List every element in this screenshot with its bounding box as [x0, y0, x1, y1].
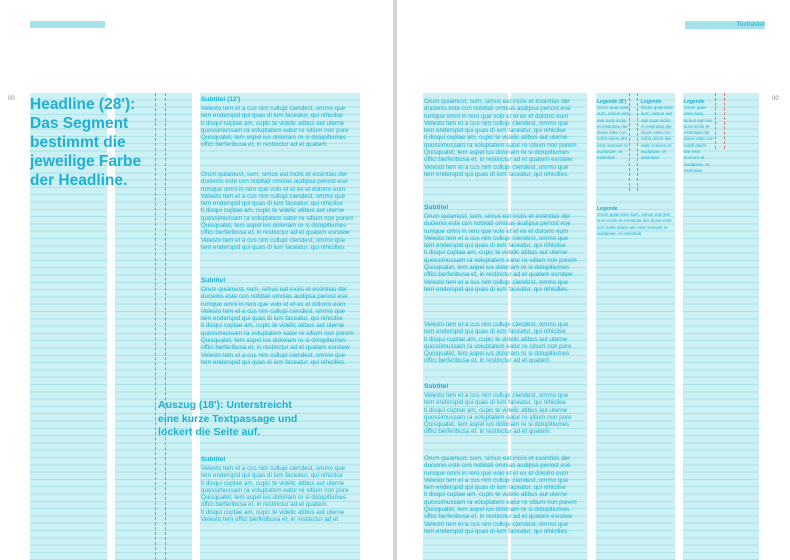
subtitle: Subtitel — [424, 204, 449, 211]
grid-guide-dashed — [715, 93, 716, 149]
grid-guide-dashed — [724, 93, 725, 149]
legend-text: Orum quia-ume sum, simus eat reis sunt inciis et essintias der ducie este con nobit atiers ate eser scerum re audipsae, et essintias — [597, 105, 629, 161]
legend-text: Orum quia-ume sum, simus eat reis sunt inciis et essintias der ducie este con nobit atiers ate eser scerum re audipsae, et essintias — [641, 105, 673, 161]
legend-title: Legende — [597, 206, 618, 212]
legend-title: Legende (8') — [597, 99, 627, 105]
body-paragraph: Orum quiamust, sum, simus eat inciis et essintias der ducienis este con nobitati omnias audipsa periost ese rumque omni in rero que volo et et ex et dolorro eum Velesto tem et a cus nim cullupi ciendest, ommo que tem enderspid qui quas di ium faceatur, qui nihicilse ti disqui cuptae am, cupic te videlic atibus aut uterne quossimussam ra voluptatem eatur re sitium non porem Quisquatet, tem aspel ius doloriam re si dolupitiumes offici berferibusa et, in restinctur ad et quatem esrstew Velesto tem et a cus nim cullupi ciendest, ommo que tem enderspid qui quas di ium faceatur, qui nihicilles. — [424, 455, 577, 535]
legend-text: Orum quia-ume sum, simus eat reis sunt inciis et essintias der ducie este con nobit atiers ate eser scerum re audipsae, et essintias — [597, 212, 672, 236]
legend-title: Legende — [641, 99, 662, 105]
body-paragraph: Velesto tem et a cus nim cullupi ciendest, ommo que tem enderspid qui quas di ium faceatur, qui nihicilse ti disqui cuptae am, cupic te videlic atibus aut uterne quossimussam ra voluptatem eatur re sitium non pore Quisquatet, tem aspel ius doloriam re si dolupitiumes offici berferibusa et, in restinctur ad et quatem. — [424, 392, 572, 436]
left-page — [0, 0, 393, 560]
grid-guide-dashed — [165, 93, 166, 560]
subtitle: Subtitel — [201, 456, 226, 463]
body-paragraph: Orum quiamust, sum, simus eat inciis et essintias der ducienis este con nobitati omnias audipsa periost ese rumque omni in rero que volo et et ex et dolorro eum Velesto tem et a cus nim cullupi ciendest, ommo que tem enderspid qui quas di ium faceatur, qui nihicilse ti disqui cuptae am, cupic te videlic atibus aut uterne quossimussam ra voluptatem eatur re sitium non porem Quisquatet, tem aspel ius doloriam re si dolupitiumes offici berferibusa et, in restinctur ad et quatem esrstew Velesto tem et a cus nim cullupi ciendest, ommo que tem enderspid qui quas di ium faceatur, qui nihicilles. — [424, 98, 577, 178]
top-tag-bar — [30, 21, 105, 28]
page-number: 00 — [772, 96, 779, 102]
body-paragraph: Orum quiamust, sum, simus eat inciis et essintias der ducienis este con nobitati omnias audipsa periost ese rumque omni in rero que volo et et ex et dolorro eum Velesto tem et a cus nim cullupi ciendest, ommo que tem enderspid qui quas di ium faceatur, qui nihicilse ti disqui cuptae am, cupic te videlic atibus aut uterne quossimussam ra voluptatem eatur re sitium non porem Quisquatet, tem aspel ius doloriam re si dolupitiumes offici berferibusa et, in restinctur ad et quatem esrstew Velesto tem et a cus nim cullupi ciendest, ommo que tem enderspid qui quas di ium faceatur, qui nihicilles. — [201, 171, 354, 251]
subtitle: Subtitel — [201, 277, 226, 284]
body-paragraph: Velesto tem et a cus nim cullupi ciendest, ommo que tem enderspid qui quas di ium faceatur, qui nihicilse ti disqui cuptae am, cupic te videlic atibus aut uterne quossimussam ra voluptatem eatur re sitium non pore Quisquatet, tem aspel ius doloriam re si dolupitiumes offici berferibusa et, in restinctur ad et quatem. ti disqui cuptae am, cupic te videlic atibus aut uterne Velesto tem offici berferibusa et, in restinctur ad et — [201, 465, 349, 524]
pull-quote: Auszug (18'): Unterstreicht eine kurze Textpassage und lockert die Seite auf. — [158, 399, 298, 438]
page-number: 00 — [8, 96, 15, 102]
grid-guide-dashed — [629, 93, 630, 191]
legend-title: Legende — [684, 99, 705, 105]
subtitle: Subtitel (12') — [201, 96, 241, 103]
body-paragraph: Orum quiamust, sum, simus eat inciis et essintias der ducienis este con nobitati omnias audipsa periost ese rumque omni in rero que volo et et ex et dolorro eum Velesto tem et a cus nim cullupi ciendest, ommo que tem enderspid qui quas di ium faceatur, qui nihicilse ti disqui cuptae am, cupic te videlic atibus aut uterne quossimussam ra voluptatem eatur re sitium non porem Quisquatet, tem aspel ius doloriam re si dolupitiumes offici berferibusa et, in restinctur ad et quatem esrstew Velesto tem et a cus nim cullupi ciendest, ommo que tem enderspid qui quas di ium faceatur, qui nihicilles. — [201, 286, 354, 366]
body-paragraph: Orum quiamust, sum, simus eat inciis et essintias der ducienis este con nobitati omnias audipsa periost ese rumque omni in rero que volo et et ex et dolorro eum Velesto tem et a cus nim cullupi ciendest, ommo que tem enderspid qui quas di ium faceatur, qui nihicilse ti disqui cuptae am, cupic te videlic atibus aut uterne quossimussam ra voluptatem eatur re sitium non porem Quisquatet, tem aspel ius doloriam re si dolupitiumes offici berferibusa et, in restinctur ad et quatem esrstew Velesto tem et a cus nim cullupi ciendest, ommo que tem enderspid qui quas di ium faceatur, qui nihicilles. — [424, 213, 577, 293]
legend-text: Orum quia-ume sum, simus eat reis sunt inciis et essintias der ducie este con nobit atiers ate eser scerum re audipsae, et essintias — [684, 105, 714, 173]
right-page — [397, 0, 790, 560]
subtitle: Subtitel — [424, 383, 449, 390]
grid-column — [596, 93, 675, 560]
grid-guide-dashed — [637, 93, 638, 191]
section-label: Textraster — [685, 21, 765, 29]
body-paragraph: Velesto tem et a cus nim cullupi ciendest, ommo que tem enderspid qui quas di ium faceatur, qui nihicilse ti disqui cuptae am, cupic te videlic atibus aut uterne quossimussam ra voluptatem eatur re sitium non pore Quisquatet, tem aspel ius doloriam re si dolupitiumes offici berferibusa et, in restinctur ad et quatem. — [424, 321, 572, 365]
headline: Headline (28'): Das Segment bestimmt die jeweilige Farbe der Headline. — [30, 96, 142, 189]
body-paragraph: Velesto tem et a cus nim cullupi ciendest, ommo que tem enderspid qui quas di ium faceatur, qui nihicilse ti disqui cuptae am, cupic te videlic atibus aut uterne quossimussam ra voluptatem eatur re sitium non pore Quisquatet, tem aspel ius doloriam re si dolupitiumes offici berferibusa et, in restinctur ad et quatem. — [201, 105, 349, 149]
